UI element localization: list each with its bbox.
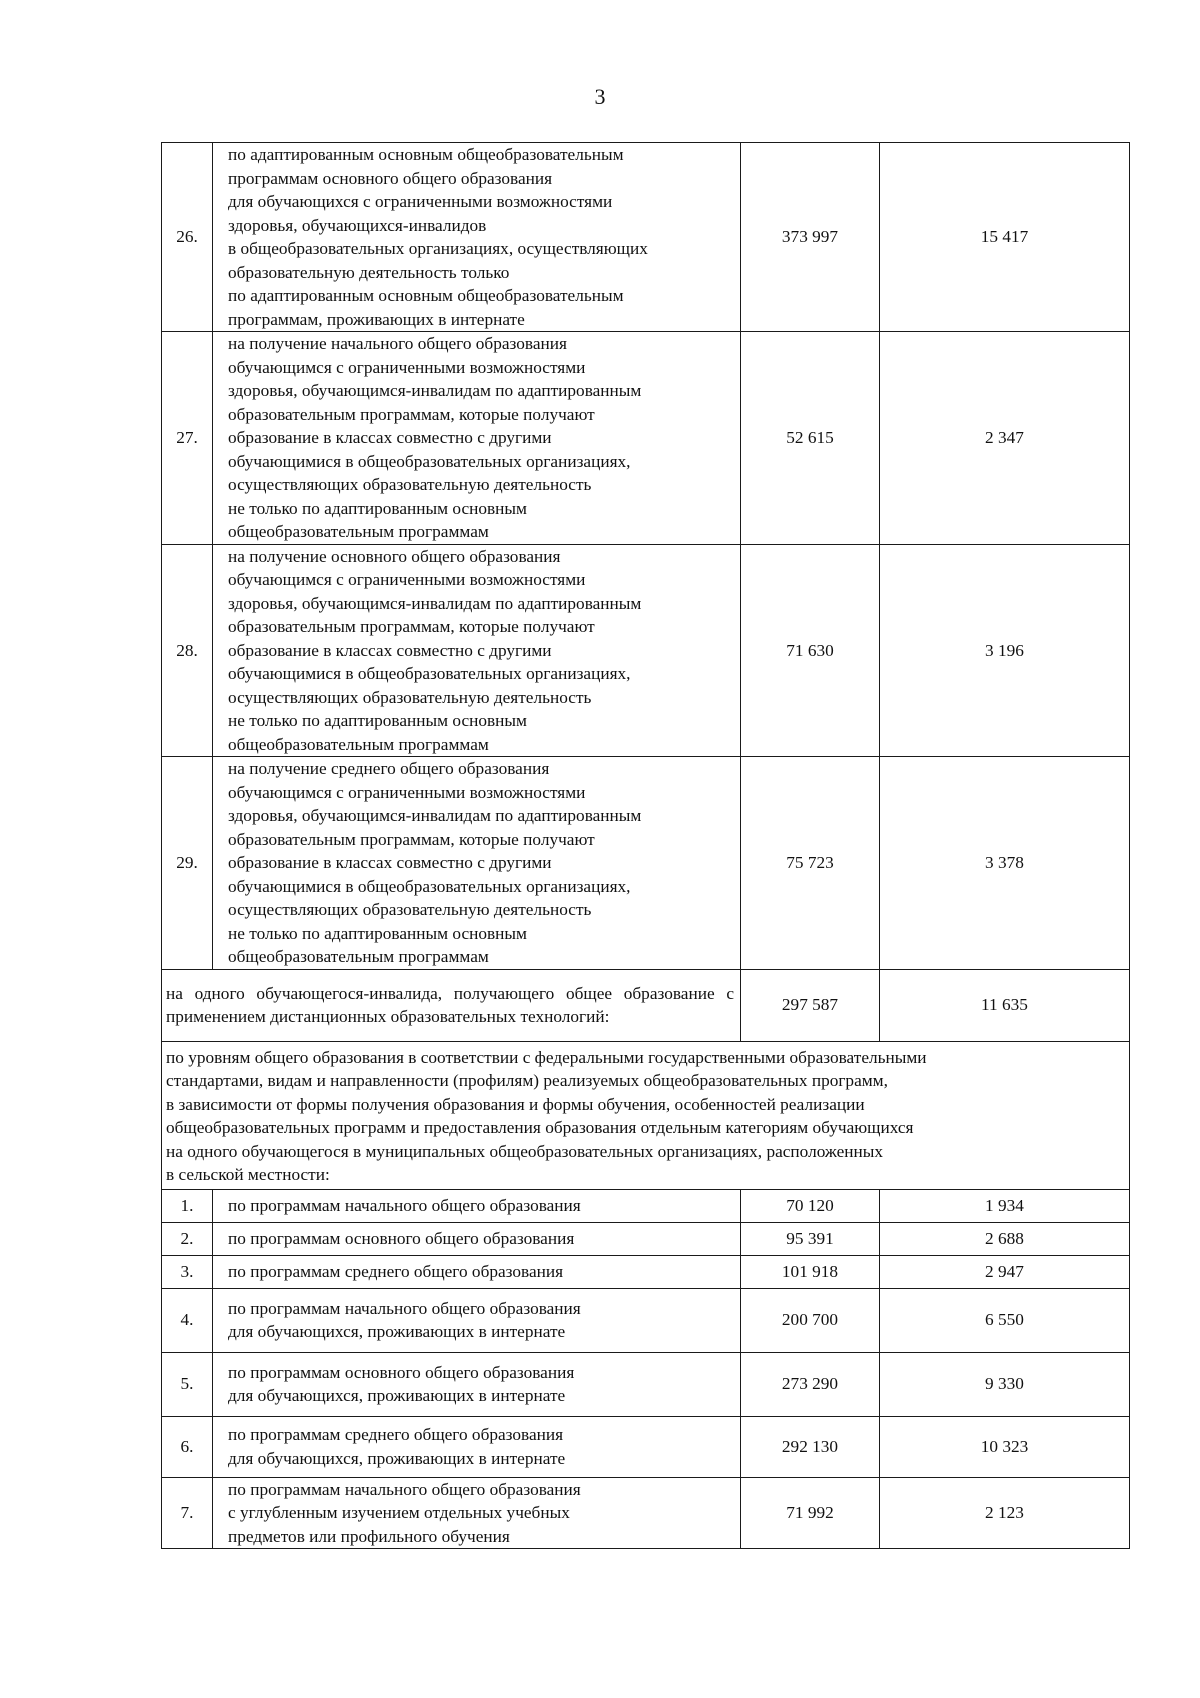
description-line: здоровья, обучающимся-инвалидам по адаптированным xyxy=(228,381,642,400)
description-line: здоровья, обучающимся-инвалидам по адаптированным xyxy=(228,593,642,613)
description-line: обучающимся с ограниченными возможностями xyxy=(228,357,586,377)
value-cell-1: 71 992 xyxy=(741,1477,880,1549)
value-cell-1: 52 615 xyxy=(741,332,880,545)
row-number: 4. xyxy=(162,1288,213,1352)
description-line: осуществляющих образовательную деятельность xyxy=(228,475,592,494)
description-line: по программам основного общего образования xyxy=(228,1228,575,1248)
row-description xyxy=(213,332,741,545)
row-number: 6. xyxy=(162,1416,213,1477)
description-line: образование в классах совместно с другими xyxy=(228,853,552,872)
row-number: 1. xyxy=(162,1189,213,1222)
row-description xyxy=(213,1477,741,1549)
row-number: 5. xyxy=(162,1352,213,1416)
description-line: на получение среднего общего образования xyxy=(228,759,550,778)
table-row-distance xyxy=(162,969,1130,1041)
value-cell-1: 292 130 xyxy=(741,1416,880,1477)
table-row xyxy=(162,1288,1130,1352)
value-cell-2: 2 688 xyxy=(880,1222,1130,1255)
row-number: 26. xyxy=(162,143,213,332)
value-cell-1: 200 700 xyxy=(741,1288,880,1352)
table-row xyxy=(162,143,1130,332)
value-cell-1: 70 120 xyxy=(741,1189,880,1222)
description-line: не только по адаптированным основным xyxy=(228,711,527,730)
description-line: образование в классах совместно с другими xyxy=(228,428,552,447)
description-line: общеобразовательным программам xyxy=(228,947,489,966)
description-line: обучающимся с ограниченными возможностями xyxy=(228,782,586,802)
value-cell-2: 1 934 xyxy=(880,1189,1130,1222)
section-header-line: в зависимости от формы получения образования и формы обучения, особенностей реализации xyxy=(166,1094,865,1114)
description-line: предметов или профильного обучения xyxy=(228,1526,510,1546)
section-header-line: по уровням общего образования в соответствии с федеральными государственными образовательными xyxy=(166,1047,927,1067)
table-row xyxy=(162,1416,1130,1477)
description-line: по программам среднего общего образования xyxy=(228,1261,564,1281)
description-line: обучающимися в общеобразовательных организациях, xyxy=(228,664,631,683)
description-line: по программам начального общего образования xyxy=(228,1195,581,1215)
value-cell-2: 3 378 xyxy=(880,757,1130,970)
table-row xyxy=(162,1255,1130,1288)
section-header-line: в сельской местности: xyxy=(166,1165,330,1184)
description-line: не только по адаптированным основным xyxy=(228,498,527,518)
row-description xyxy=(213,1222,741,1255)
table-row xyxy=(162,757,1130,970)
description-line: общеобразовательным программам xyxy=(228,734,489,754)
description-line: с углубленным изучением отдельных учебных xyxy=(228,1503,570,1522)
table-row xyxy=(162,1189,1130,1222)
value-cell-2: 3 196 xyxy=(880,544,1130,757)
value-cell-2: 10 323 xyxy=(880,1416,1130,1477)
table-row xyxy=(162,544,1130,757)
description-line: по адаптированным основным общеобразовательным xyxy=(228,145,624,164)
description-line: по программам начального общего образования xyxy=(228,1479,581,1499)
description-line: для обучающихся, проживающих в интернате xyxy=(228,1322,566,1341)
row-description xyxy=(213,1189,741,1222)
row-number: 28. xyxy=(162,544,213,757)
row-description xyxy=(213,544,741,757)
table-row xyxy=(162,332,1130,545)
row-description: на одного обучающегося-инвалида, получающего общее образование с применением дистанционных образовательных технологий: xyxy=(162,969,741,1041)
description-line: образовательным программам, которые получают xyxy=(228,617,595,636)
value-cell-2: 2 947 xyxy=(880,1255,1130,1288)
description-line: обучающимся с ограниченными возможностями xyxy=(228,570,586,589)
description-line: программам, проживающих в интернате xyxy=(228,309,525,329)
description-line: образовательным программам, которые получают xyxy=(228,829,595,849)
value-cell-1: 95 391 xyxy=(741,1222,880,1255)
description-line: здоровья, обучающимся-инвалидам по адаптированным xyxy=(228,806,642,825)
value-cell-2: 2 347 xyxy=(880,332,1130,545)
table-row xyxy=(162,1477,1130,1549)
description-line: для обучающихся с ограниченными возможностями xyxy=(228,192,613,211)
description-line: не только по адаптированным основным xyxy=(228,923,527,943)
value-cell-1: 373 997 xyxy=(741,143,880,332)
description-line: на получение основного общего образования xyxy=(228,546,561,566)
value-cell-2: 15 417 xyxy=(880,143,1130,332)
section-header-line: стандартами, видам и направленности (профилям) реализуемых общеобразовательных программ, xyxy=(166,1071,888,1090)
section-header-line: общеобразовательных программ и предоставления образования отдельным категориям обучающихся xyxy=(166,1118,914,1137)
table-row xyxy=(162,1352,1130,1416)
section-header-line: на одного обучающегося в муниципальных общеобразовательных организациях, расположенных xyxy=(166,1141,884,1161)
value-cell-1: 273 290 xyxy=(741,1352,880,1416)
funding-table xyxy=(161,142,1130,1549)
description-line: обучающимися в общеобразовательных организациях, xyxy=(228,876,631,896)
description-line: на получение начального общего образования xyxy=(228,334,567,353)
description-line: обучающимися в общеобразовательных организациях, xyxy=(228,451,631,471)
description-line: программам основного общего образования xyxy=(228,168,553,188)
value-cell-2: 11 635 xyxy=(880,969,1130,1041)
value-cell-1: 71 630 xyxy=(741,544,880,757)
description-line: образовательную деятельность только xyxy=(228,262,510,282)
value-cell-1: 75 723 xyxy=(741,757,880,970)
description-line: по программам среднего общего образования xyxy=(228,1425,564,1444)
row-number: 27. xyxy=(162,332,213,545)
value-cell-2: 6 550 xyxy=(880,1288,1130,1352)
description-line: в общеобразовательных организациях, осуществляющих xyxy=(228,239,648,258)
value-cell-2: 2 123 xyxy=(880,1477,1130,1549)
description-line: общеобразовательным программам xyxy=(228,522,489,541)
description-line: образовательным программам, которые получают xyxy=(228,404,595,424)
description-line: для обучающихся, проживающих в интернате xyxy=(228,1386,566,1405)
description-line: осуществляющих образовательную деятельность xyxy=(228,900,592,919)
row-description xyxy=(213,1352,741,1416)
page-number: 3 xyxy=(594,84,606,109)
section-header-text xyxy=(162,1041,1130,1189)
description-line: осуществляющих образовательную деятельность xyxy=(228,687,592,707)
row-description xyxy=(213,143,741,332)
description-line: по адаптированным основным общеобразовательным xyxy=(228,286,624,305)
row-description xyxy=(213,1416,741,1477)
value-cell-1: 101 918 xyxy=(741,1255,880,1288)
row-number: 2. xyxy=(162,1222,213,1255)
row-number: 7. xyxy=(162,1477,213,1549)
row-description xyxy=(213,1255,741,1288)
row-number: 29. xyxy=(162,757,213,970)
value-cell-1: 297 587 xyxy=(741,969,880,1041)
table-row xyxy=(162,1222,1130,1255)
description-line: образование в классах совместно с другими xyxy=(228,640,552,660)
description-line: для обучающихся, проживающих в интернате xyxy=(228,1448,566,1468)
section-header-row xyxy=(162,1041,1130,1189)
row-number: 3. xyxy=(162,1255,213,1288)
description-line: здоровья, обучающихся-инвалидов xyxy=(228,215,487,235)
value-cell-2: 9 330 xyxy=(880,1352,1130,1416)
description-line: по программам начального общего образования xyxy=(228,1298,581,1318)
row-description xyxy=(213,1288,741,1352)
description-line: по программам основного общего образования xyxy=(228,1362,575,1382)
row-description xyxy=(213,757,741,970)
